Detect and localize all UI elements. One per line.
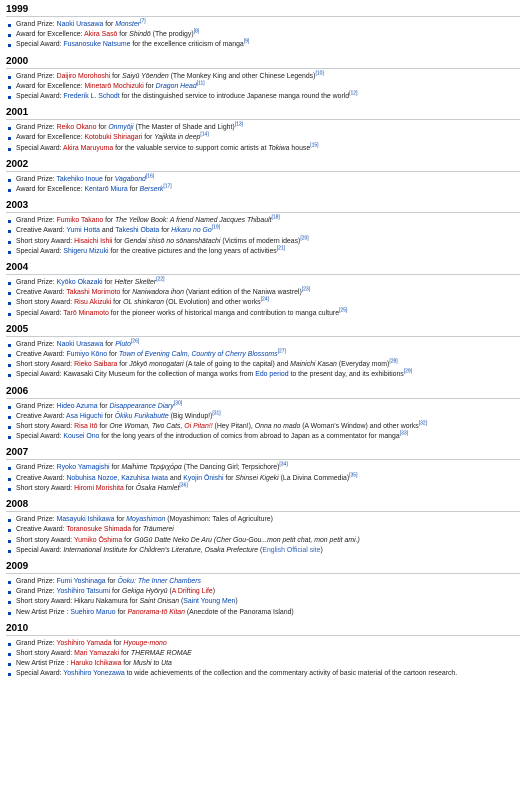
year-heading: 2004 (6, 262, 520, 275)
award-item (16, 370, 520, 380)
text: for (122, 536, 135, 544)
title-link[interactable]: Oi Pitan!! (184, 423, 213, 431)
text: Short story Award: (16, 649, 75, 657)
link[interactable]: Saint Young Men (183, 598, 236, 606)
text: (Moyashimon: Tales of Agriculture) (165, 516, 273, 524)
year-heading: 2006 (6, 386, 520, 399)
citation[interactable]: [18] (271, 214, 280, 221)
title-text: Saiyū Yōenden (122, 72, 169, 80)
link[interactable]: Daijiro Morohoshi (56, 72, 111, 80)
title-link[interactable]: Disappearance Diary (109, 402, 174, 410)
citation[interactable]: [10] (315, 70, 324, 77)
text: and (100, 227, 116, 235)
text: (OL Evolution) and other works (163, 299, 261, 307)
award-list (4, 515, 520, 556)
link[interactable]: Tarō Minamoto (63, 309, 109, 317)
citation[interactable]: [15] (310, 142, 319, 149)
title-text: Shinsei Kigeki (235, 474, 279, 482)
text: Grand Prize: (16, 21, 57, 28)
award-item (16, 144, 520, 154)
external-link[interactable]: English Official site (262, 546, 321, 554)
link[interactable]: Yoshihiro Yamada (56, 639, 112, 647)
link[interactable]: Edo period (255, 371, 289, 379)
link[interactable]: Kousei Ono (63, 433, 100, 441)
award-item (16, 216, 520, 226)
text: Creative Award: (16, 289, 67, 297)
award-item (16, 298, 520, 308)
text: Creative Award: (16, 474, 67, 482)
title-link[interactable]: Pluto (115, 340, 131, 348)
text: (Big Windup!) (168, 412, 213, 420)
text: for (159, 227, 172, 235)
link[interactable]: Frederik L. Schodt (63, 93, 120, 101)
text: (Hey Pitan!), (212, 423, 255, 431)
text: Grand Prize: (16, 588, 57, 596)
citation[interactable]: [24] (260, 297, 269, 304)
text: Creative Award: (16, 351, 67, 359)
award-item (16, 20, 520, 30)
text: Special Award: (16, 546, 64, 554)
link[interactable]: Kyojin Ōnishi (183, 474, 224, 482)
award-list (4, 72, 520, 103)
title-text: Onna no mado (254, 423, 301, 431)
text: New Artist Prize : (16, 608, 71, 616)
title-text: The Yellow Book: A friend Named Jacques Thibault (115, 217, 272, 225)
award-item (16, 422, 520, 432)
title-text: Tokiwa (268, 144, 290, 152)
year-heading: 1999 (6, 4, 520, 17)
link[interactable]: Takeshi Obata (115, 227, 160, 235)
award-list (4, 216, 520, 257)
text: Grand Prize: (16, 516, 57, 524)
year-heading: 2005 (6, 324, 520, 337)
text: Award for Excellence: (16, 186, 85, 194)
award-item (16, 515, 520, 525)
link[interactable]: Toranosuke Shimada (66, 526, 132, 534)
year-heading: 2001 (6, 107, 520, 120)
award-list (4, 175, 520, 195)
title-link[interactable]: Moyashimon (126, 516, 166, 524)
text: and (167, 474, 184, 482)
text: Short story Award: (16, 299, 75, 307)
link[interactable]: Naoki Urasawa (56, 21, 104, 28)
award-item (16, 175, 520, 185)
text: (The prodigy) (150, 31, 194, 39)
text: Grand Prize: (16, 217, 57, 225)
award-item (16, 536, 520, 546)
text: (La Divina Commedia) (278, 474, 350, 482)
link[interactable]: Takashi Morimoto (66, 289, 121, 297)
award-item (16, 360, 520, 370)
award-item (16, 597, 520, 607)
award-item (16, 82, 520, 92)
award-list (4, 123, 520, 154)
title-text: Helter Skelter (114, 279, 157, 287)
award-item (16, 412, 520, 422)
text: for (120, 289, 133, 297)
link[interactable]: Hiromi Morishita (74, 484, 124, 492)
citation[interactable]: [32] (418, 420, 428, 427)
citation[interactable]: [31] (212, 410, 221, 417)
title-link[interactable]: Town of Evening Calm, Country of Cherry Blossoms (118, 351, 278, 359)
award-list (4, 577, 520, 618)
award-item (16, 484, 520, 494)
text: for the valuable service to support comic artists at (113, 144, 269, 152)
text: for (114, 516, 127, 524)
award-item (16, 659, 520, 669)
text: for (97, 402, 110, 410)
award-item (16, 474, 520, 484)
text: (A tale of going to the capital) and (183, 361, 291, 369)
citation[interactable]: [27] (277, 348, 286, 355)
text: Creative Award: (16, 227, 67, 235)
citation[interactable]: [22] (156, 276, 165, 283)
text: (A Woman's Window) and other works (300, 423, 419, 431)
award-list (4, 278, 520, 319)
award-item (16, 639, 520, 649)
title-link[interactable]: Monster (115, 21, 141, 28)
award-item (16, 247, 520, 257)
award-item (16, 587, 520, 597)
text: for (119, 649, 131, 657)
award-item (16, 608, 520, 618)
text: (Everyday mom) (336, 361, 390, 369)
link[interactable]: Fumiyo Kōno (66, 351, 108, 359)
award-item (16, 546, 520, 556)
citation[interactable]: [9] (243, 39, 250, 46)
link[interactable]: Nobuhisa Nozoe, Kazuhisa Iwata (66, 474, 168, 482)
link[interactable]: Yoshihiro Tatsumi (56, 588, 111, 596)
award-item (16, 40, 520, 50)
award-list (4, 402, 520, 443)
year-heading: 2002 (6, 159, 520, 172)
year-heading: 2009 (6, 561, 520, 574)
title-text: THERMAE ROMAE (130, 649, 192, 657)
title-link[interactable]: Berserk (139, 186, 164, 194)
text: Short story Award: (16, 361, 75, 369)
text: for (111, 299, 124, 307)
citation[interactable]: [28] (389, 358, 398, 365)
title-text: Saint Onisan (139, 598, 180, 606)
text: for (107, 351, 119, 359)
title-text: Shindō (129, 31, 151, 39)
title-text: One Woman, Two Cats, (109, 423, 185, 431)
text: Special Award: (16, 670, 64, 678)
text: ) (235, 598, 238, 606)
award-item (16, 133, 520, 143)
link[interactable]: Suehiro Maruo (70, 608, 116, 616)
award-item (16, 649, 520, 659)
award-item (16, 237, 520, 247)
text: New Artist Prize : (16, 660, 71, 668)
year-heading: 2007 (6, 447, 520, 460)
text: Short story Award: (16, 484, 75, 492)
text: for (117, 361, 130, 369)
award-item (16, 123, 520, 133)
text: Grand Prize: (16, 577, 57, 585)
link[interactable]: Yoshihiro Yonezawa (63, 670, 125, 678)
award-list (4, 639, 520, 680)
text: (The Dancing Girl; Terpsichore) (181, 464, 280, 472)
link[interactable]: Kotobuki Shiriagari (84, 134, 143, 142)
title-text: Mainichi Kasan (290, 361, 337, 369)
link[interactable]: A Drifting Life (171, 588, 213, 596)
text: for (96, 124, 109, 132)
text: for (112, 237, 125, 245)
text: Short story Award: (16, 423, 75, 431)
text: for the distinguished service to introduce Japanese manga round the world (119, 93, 350, 101)
link[interactable]: Kentarō Miura (84, 186, 128, 194)
title-link[interactable]: Onmyōji (108, 124, 134, 132)
award-item (16, 402, 520, 412)
title-text: Träumerei (142, 526, 174, 534)
text: for (111, 639, 124, 647)
link[interactable]: Fumi Yoshinaga (56, 577, 106, 585)
text: Special Award: Kawasaki City Museum for the collection of manga works from (16, 371, 256, 379)
text: Special Award: (16, 93, 64, 101)
text: for the pioneer works of historical manga and contribution to manga culture (108, 309, 340, 317)
award-item (16, 350, 520, 360)
link[interactable]: Hideo Azuma (56, 402, 98, 410)
title-text: Mushi to Uta (133, 660, 172, 668)
title-link[interactable]: Ōkiku Furikabutte (114, 412, 169, 420)
citation[interactable]: [26] (130, 338, 140, 345)
link[interactable]: Rieko Saibara (74, 361, 118, 369)
text: Grand Prize: (16, 72, 57, 80)
link[interactable]: Haruko Ichikawa (70, 660, 122, 668)
award-item (16, 525, 520, 535)
text: Award for Excellence: (16, 31, 85, 39)
award-list (4, 463, 520, 494)
text: Special Award: (16, 247, 64, 255)
text: Special Award: (16, 41, 64, 49)
citation[interactable]: [16] (145, 173, 155, 180)
citation[interactable]: [34] (279, 462, 288, 469)
text: Grand Prize: (16, 175, 57, 183)
text: for (127, 186, 140, 194)
link[interactable]: Fusanosuke Natsume (63, 41, 131, 49)
award-list (4, 340, 520, 381)
text: for (105, 577, 118, 585)
link[interactable]: Akira Maruyuma (63, 144, 114, 152)
text: house (289, 144, 311, 152)
link[interactable]: Risu Akizuki (74, 299, 112, 307)
text: for (103, 217, 116, 225)
award-list (4, 20, 520, 51)
text: Short story Award: (16, 536, 74, 544)
link[interactable]: Akira Sasō (84, 31, 118, 39)
award-item (16, 72, 520, 82)
award-item (16, 432, 520, 442)
text: ) (320, 546, 323, 554)
text: Grand Prize: (16, 639, 57, 647)
title-link[interactable]: Hyouge-mono (123, 639, 167, 647)
title-text: Ōsaka Hamlet (135, 484, 180, 492)
text: for (110, 72, 123, 80)
citation[interactable]: [13] (234, 121, 244, 128)
link[interactable]: Fumiko Takano (56, 217, 104, 225)
title-text: GūGū Datte Neko De Aru (Cher Gou-Gou...mon petit chat, mon petit ami.) (134, 536, 360, 544)
year-heading: 2010 (6, 623, 520, 636)
text: Grand Prize: (16, 340, 57, 348)
citation[interactable]: [25] (339, 307, 348, 314)
citation[interactable]: [11] (196, 80, 205, 87)
text: ( (258, 546, 263, 554)
title-link[interactable]: Ōoku: The Inner Chambers (117, 577, 202, 585)
text: Grand Prize: (16, 402, 57, 410)
text: for (131, 526, 143, 534)
text: for (123, 484, 136, 492)
text: Grand Prize: (16, 124, 57, 132)
text: Creative Award: (16, 526, 67, 534)
text: Award for Excellence: (16, 82, 85, 90)
text: for the long years of the introduction of comics from abroad to Japan as a commentator for manga (99, 433, 400, 441)
link[interactable]: Mari Yamazaki (74, 649, 120, 657)
citation[interactable]: [17] (163, 183, 172, 190)
text: (The Master of Shade and Light) (133, 124, 235, 132)
citation[interactable]: [8] (193, 28, 200, 35)
link[interactable]: Hisaichi Ishii (74, 237, 113, 245)
citation[interactable]: [29] (403, 369, 413, 376)
link[interactable]: Naoki Urasawa (56, 340, 104, 348)
award-item (16, 185, 520, 195)
text: for (143, 82, 156, 90)
text: for (103, 21, 116, 28)
link[interactable]: Asa Higuchi (66, 412, 103, 420)
title-text: Gekiga Hyōryū (121, 588, 168, 596)
title-link[interactable]: Vagabond (114, 175, 146, 183)
title-link[interactable]: Hikaru no Go (171, 227, 212, 235)
text: (Variant edition of the Naniwa wastrel) (183, 289, 302, 297)
title-link[interactable]: Panorama-tō Kitan (127, 608, 185, 616)
text: Short story Award: (16, 237, 75, 245)
text: for (121, 660, 134, 668)
link[interactable]: Ryoko Yamagishi (56, 464, 110, 472)
text: for the excellence criticism of manga (130, 41, 244, 49)
text: for (110, 588, 122, 596)
text: Award for Excellence: (16, 134, 85, 142)
link[interactable]: Minetarō Mochizuki (84, 82, 144, 90)
text: for (102, 412, 115, 420)
text: for (103, 340, 116, 348)
text: (Anecdote of the Panorama Island) (184, 608, 294, 616)
text: for (109, 464, 122, 472)
citation[interactable]: [20] (300, 235, 309, 242)
award-item (16, 669, 520, 679)
citation[interactable]: [7] (140, 18, 146, 25)
year-heading: 2008 (6, 499, 520, 512)
text: ) (212, 588, 216, 596)
title-text: Jōkyō monogatari (129, 361, 184, 369)
text: for (102, 175, 115, 183)
link[interactable]: Risa Itō (74, 423, 98, 431)
link[interactable]: Reiko Okano (56, 124, 97, 132)
link[interactable]: Masayuki Ishikawa (56, 516, 115, 524)
text: for (223, 474, 236, 482)
citation[interactable]: [12] (349, 90, 358, 97)
text: Grand Prize: (16, 279, 57, 287)
citation[interactable]: [14] (200, 132, 209, 139)
year-heading: 2003 (6, 200, 520, 213)
citation[interactable]: [21] (276, 245, 286, 252)
award-item (16, 226, 520, 236)
link[interactable]: Shigeru Mizuki (63, 247, 109, 255)
award-item (16, 278, 520, 288)
title-text: Yajikita in deep (154, 134, 201, 142)
text: Special Award: (16, 309, 64, 317)
citation[interactable]: [33] (399, 430, 409, 437)
award-item (16, 340, 520, 350)
text: for (142, 134, 155, 142)
text: for the creative pictures and the long years of activities (108, 247, 277, 255)
year-heading: 2000 (6, 56, 520, 69)
text: to the present day, and its exhibitions (288, 371, 404, 379)
text: ( (167, 588, 172, 596)
title-text: OL shinkaron (123, 299, 164, 307)
award-item (16, 30, 520, 40)
link[interactable]: Yumi Hotta (66, 227, 101, 235)
text: Grand Prize: (16, 464, 57, 472)
award-item (16, 577, 520, 587)
text: to wide achievements of the collection and the commentary activity of basic material of the cartoon research. (124, 670, 458, 678)
award-item (16, 92, 520, 102)
text: Creative Award: (16, 412, 67, 420)
award-item (16, 309, 520, 319)
text: Special Award: (16, 144, 63, 152)
citation[interactable]: [30] (173, 400, 183, 407)
text: Short story Award: Hikaru Nakamura for (16, 598, 140, 606)
link[interactable]: Kyōko Okazaki (56, 279, 103, 287)
text: Special Award: (16, 433, 64, 441)
citation[interactable]: [35] (349, 472, 358, 479)
citation[interactable]: [36] (179, 482, 188, 489)
text: for (115, 608, 128, 616)
citation[interactable]: [19] (211, 225, 221, 232)
text: for (97, 423, 110, 431)
text: ( (179, 598, 184, 606)
title-link[interactable]: Dragon Head (155, 82, 197, 90)
title-text: International Institute for Children's Literature, Osaka Prefecture (63, 546, 259, 554)
title-text: Gendai shisō no sōnanshātachi (124, 237, 221, 245)
title-text: Maihime Τερψιχόρα (121, 464, 182, 472)
text: (Victims of modern ideas) (220, 237, 301, 245)
text: (The Monkey King and other Chinese Legends) (168, 72, 316, 80)
text: for (102, 279, 115, 287)
text: for (117, 31, 130, 39)
link[interactable]: Yumiko Ōshima (73, 536, 123, 544)
link[interactable]: Takehiko Inoue (56, 175, 103, 183)
title-text: Naniwadora ihon (132, 289, 184, 297)
award-item (16, 463, 520, 473)
citation[interactable]: [23] (301, 286, 311, 293)
